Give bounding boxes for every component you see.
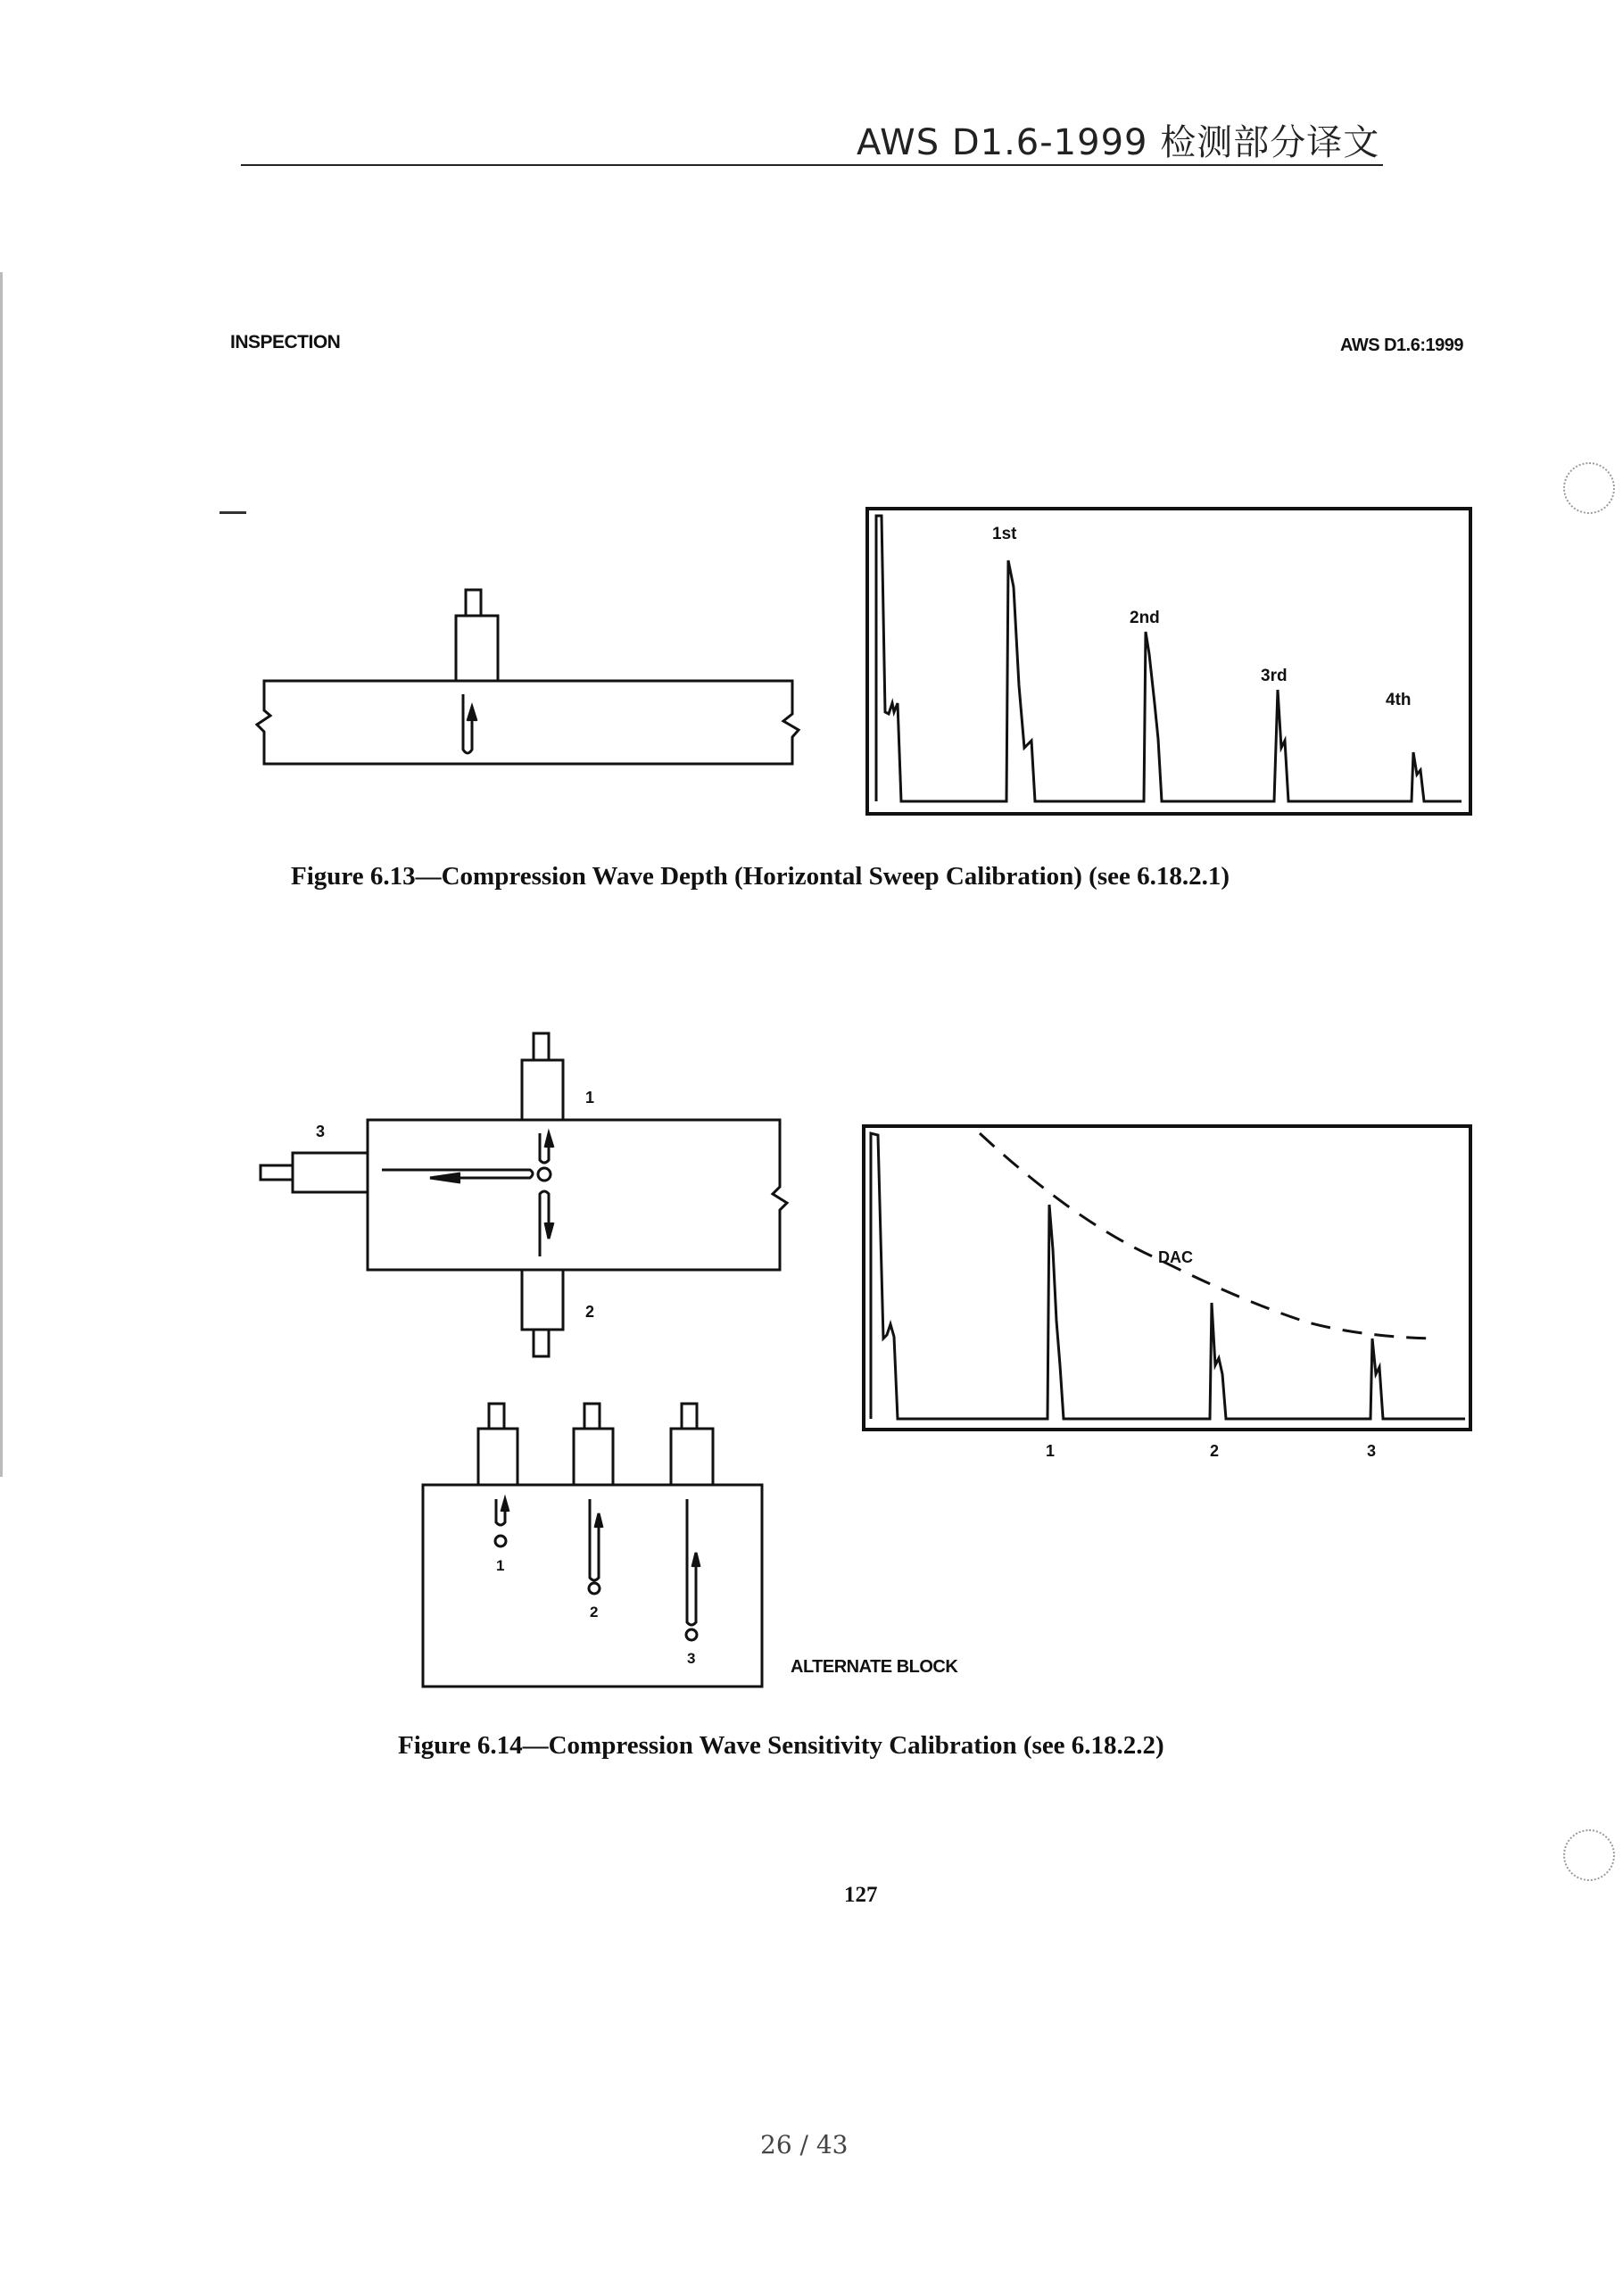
probe-2-body (522, 1270, 563, 1330)
alt-probe-3-body (671, 1429, 713, 1485)
probe-label-1: 1 (585, 1089, 595, 1107)
probe-1-connector (534, 1033, 549, 1060)
echo-label-1st: 1st (992, 525, 1017, 543)
alt-probe-1-connector (489, 1404, 504, 1429)
reflector-hole (538, 1168, 551, 1181)
figure-6-13-caption: Figure 6.13—Compression Wave Depth (Horizontal Sweep Calibration) (see 6.18.2.1) (291, 862, 1230, 891)
screen-position-1: 1 (1046, 1442, 1056, 1460)
standard-label: AWS D1.6:1999 (1340, 336, 1464, 355)
probe-3-body (293, 1153, 368, 1192)
probe-2-connector (534, 1330, 549, 1356)
section-label: INSPECTION (230, 332, 341, 352)
alt-label-2: 2 (590, 1604, 599, 1620)
alt-probe-1-body (478, 1429, 518, 1485)
figure-6-14-ascan (862, 1124, 1478, 1481)
alt-path-2 (590, 1499, 599, 1580)
screen-position-3: 3 (1367, 1442, 1377, 1460)
alt-probe-2-body (574, 1429, 613, 1485)
alt-probe-3-connector (682, 1404, 697, 1429)
alternate-block (423, 1485, 762, 1687)
alt-label-3: 3 (687, 1650, 696, 1667)
alt-probe-2-connector (584, 1404, 600, 1429)
running-title: AWS D1.6-1999 检测部分译文 (857, 122, 1380, 163)
probe-label-2: 2 (585, 1303, 595, 1321)
figure-6-14-caption: Figure 6.14—Compression Wave Sensitivity Calibration (see 6.18.2.2) (398, 1731, 1164, 1760)
pdf-page-indicator: 26 / 43 (760, 2130, 849, 2159)
alt-label-1: 1 (496, 1557, 505, 1574)
echo-label-2nd: 2nd (1130, 609, 1160, 627)
probe-label-3: 3 (316, 1123, 326, 1140)
dac-label: DAC (1158, 1248, 1193, 1266)
test-block-main (368, 1120, 787, 1270)
probe-1-body (522, 1060, 563, 1120)
alternate-block-label: ALTERNATE BLOCK (791, 1657, 958, 1677)
punch-hole-bottom (1563, 1829, 1615, 1881)
probe-3-connector (261, 1165, 293, 1180)
page-number: 127 (844, 1883, 878, 1907)
echo-label-4th: 4th (1386, 691, 1412, 709)
screen-position-2: 2 (1210, 1442, 1220, 1460)
echo-label-3rd: 3rd (1261, 667, 1288, 685)
